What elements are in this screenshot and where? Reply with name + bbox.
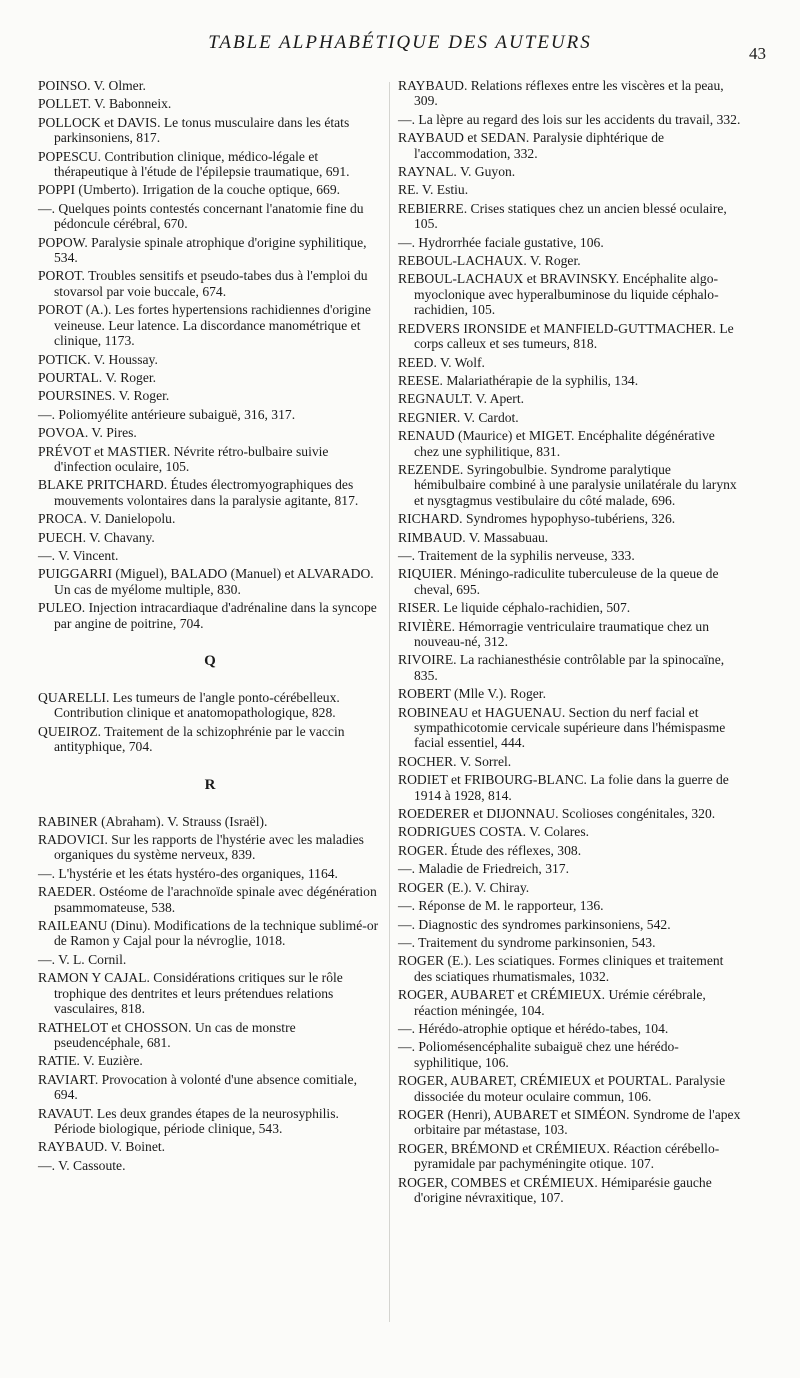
index-entry-text: —. V. Vincent. [38, 547, 119, 563]
index-entry [398, 271, 743, 317]
index-entry [398, 898, 743, 913]
index-entry [398, 410, 743, 425]
index-entry [398, 112, 743, 127]
index-entry [38, 548, 383, 563]
index-entry [38, 1053, 383, 1068]
index-entry-text: RE. V. Estiu. [398, 182, 469, 198]
page-number: 43 [749, 44, 766, 63]
index-entry-text: RODIET et FRIBOURG-BLANC. La folie dans la guerre de 1914 à 1928, 814. [398, 772, 729, 803]
index-entry [38, 201, 383, 232]
index-entry [38, 918, 383, 949]
index-entry [398, 686, 743, 701]
index-entry-text: POLLET. V. Babonneix. [38, 96, 172, 112]
index-entry [398, 130, 743, 161]
index-entry [398, 772, 743, 803]
index-entry [38, 952, 383, 967]
index-entry [38, 370, 383, 385]
index-entry-text: —. V. Cassoute. [38, 1157, 126, 1173]
index-entry [398, 462, 743, 508]
index-entry-text: POPPI (Umberto). Irrigation de la couche optique, 669. [38, 182, 341, 198]
index-entry-text: —. V. L. Cornil. [38, 951, 127, 967]
entries-right-section [398, 78, 743, 1205]
index-entry-text: RIMBAUD. V. Massabuau. [398, 529, 549, 545]
section-letter-r: R [204, 776, 217, 793]
index-entry-text: QUARELLI. Les tumeurs de l'angle ponto-cérébelleux. Contribution clinique et anatomopathologique, 828. [38, 690, 340, 721]
index-entry [398, 705, 743, 751]
index-entry [398, 235, 743, 250]
index-entry [38, 970, 383, 1016]
column-divider [389, 82, 390, 1322]
index-entry [398, 182, 743, 197]
index-entry [398, 391, 743, 406]
index-entry-text: POROT. Troubles sensitifs et pseudo-tabes dus à l'emploi du stovarsol par voie buccale, 674. [38, 268, 368, 299]
index-entry [398, 600, 743, 615]
index-entry-text: RIVIÈRE. Hémorragie ventriculaire traumatique chez un nouveau-né, 312. [398, 618, 710, 649]
index-entry [398, 428, 743, 459]
index-entry [398, 321, 743, 352]
index-entry-text: REBOUL-LACHAUX et BRAVINSKY. Encéphalite algo-myoclonique avec hyperalbuminose du liquide céphalo-rachidien, 105. [398, 271, 719, 318]
index-entry [38, 352, 383, 367]
index-entry-text: —. Quelques points contestés concernant l'anatomie fine du pédoncule cérébral, 670. [38, 200, 364, 232]
index-entry [398, 530, 743, 545]
index-entry-text: —. Traitement de la syphilis nerveuse, 333. [398, 547, 635, 563]
index-entry [398, 78, 743, 109]
running-title: TABLE ALPHABÉTIQUE DES AUTEURS [208, 32, 592, 53]
index-entry [38, 78, 383, 93]
index-entry-text: ROGER, BRÉMOND et CRÉMIEUX. Réaction cérébello-pyramidale par pachyméningite otique. 107. [398, 1140, 720, 1172]
index-entry-text: REBOUL-LACHAUX. V. Roger. [398, 253, 581, 269]
index-entry-text: RATIE. V. Euzière. [38, 1053, 143, 1069]
index-entry [38, 444, 383, 475]
index-entry-text: ROGER (E.). V. Chiray. [398, 879, 530, 895]
left-column [38, 78, 383, 1176]
index-entry [38, 1158, 383, 1173]
entries-r-section [38, 814, 383, 1174]
index-entry-text: REDVERS IRONSIDE et MANFIELD-GUTTMACHER. Le corps calleux et ses tumeurs, 818. [398, 320, 734, 352]
entries-p-section [38, 78, 383, 631]
index-entry [38, 1020, 383, 1051]
index-entry [398, 566, 743, 597]
entries-q-section [38, 690, 383, 755]
index-entry-text: —. Poliomésencéphalite subaiguë chez une hérédo-syphilitique, 106. [398, 1039, 679, 1070]
index-entry [38, 407, 383, 422]
index-entry-text: POINSO. V. Olmer. [38, 78, 146, 93]
index-entry [38, 115, 383, 146]
index-entry-text: —. La lèpre au regard des lois sur les accidents du travail, 332. [398, 111, 741, 127]
index-entry [38, 96, 383, 111]
index-entry-text: ROGER. Étude des réflexes, 308. [398, 842, 582, 858]
index-entry [38, 600, 383, 631]
index-entry [38, 832, 383, 863]
index-entry-text: ROGER (Henri), AUBARET et SIMÉON. Syndrome de l'apex orbitaire par métastase, 103. [398, 1106, 741, 1138]
index-entry [398, 1107, 743, 1138]
index-entry-text: —. Traitement du syndrome parkinsonien, 543. [398, 934, 656, 950]
index-entry [38, 1106, 383, 1137]
index-entry-text: PULEO. Injection intracardiaque d'adrénaline dans la syncope par angine de poitrine, 704. [38, 600, 377, 631]
index-entry [38, 477, 383, 508]
index-entry-text: REESE. Malariathérapie de la syphilis, 134. [398, 372, 639, 388]
index-entry-text: ROGER, COMBES et CRÉMIEUX. Hémiparésie gauche d'origine névraxitique, 107. [398, 1174, 712, 1205]
index-entry [398, 806, 743, 821]
index-entry [398, 880, 743, 895]
index-entry-text: PUECH. V. Chavany. [38, 529, 155, 545]
index-entry [398, 987, 743, 1018]
index-entry-text: ROCHER. V. Sorrel. [398, 753, 512, 769]
index-entry [398, 917, 743, 932]
index-entry [398, 355, 743, 370]
index-entry-text: —. L'hystérie et les états hystéro-des organiques, 1164. [38, 865, 338, 881]
index-entry [38, 866, 383, 881]
index-entry [38, 814, 383, 829]
index-entry-text: ROGER, AUBARET et CRÉMIEUX. Urémie cérébrale, réaction méningée, 104. [398, 987, 706, 1018]
index-entry [38, 530, 383, 545]
index-entry-text: REZENDE. Syringobulbie. Syndrome paralytique hémibulbaire combiné à une paralysie unilatérale du larynx et nysgtagmus vestibulaire du côté malade, 696. [398, 461, 737, 508]
index-entry [38, 302, 383, 348]
index-entry-text: POURTAL. V. Roger. [38, 369, 157, 385]
index-entry [398, 1039, 743, 1070]
index-entry [38, 149, 383, 180]
index-entry-text: —. Diagnostic des syndromes parkinsoniens, 542. [398, 916, 671, 932]
right-column [398, 78, 743, 1208]
index-entry [398, 754, 743, 769]
index-entry [398, 1141, 743, 1172]
index-entry-text: RENAUD (Maurice) et MIGET. Encéphalite dégénérative chez une syphilitique, 831. [398, 428, 715, 459]
index-entry [38, 884, 383, 915]
index-entry [398, 373, 743, 388]
index-entry-text: RODRIGUES COSTA. V. Colares. [398, 824, 590, 840]
index-entry-text: ROGER, AUBARET, CRÉMIEUX et POURTAL. Paralysie dissociée du moteur oculaire commun, 106. [398, 1073, 726, 1104]
index-entry-text: PROCA. V. Danielopolu. [38, 511, 176, 527]
index-entry-text: PUIGGARRI (Miguel), BALADO (Manuel) et ALVARADO. Un cas de myélome multiple, 830. [38, 566, 374, 597]
index-entry [38, 566, 383, 597]
index-entry-text: RAVIART. Provocation à volonté d'une absence comitiale, 694. [38, 1071, 357, 1103]
index-entry-text: RAILEANU (Dinu). Modifications de la technique sublimé-or de Ramon y Cajal pour la névroglie, 1018. [38, 918, 379, 949]
index-entry [398, 861, 743, 876]
index-entry-text: RAMON Y CAJAL. Considérations critiques sur le rôle trophique des dentrites et leurs prétendues relations vasculaires, 818. [38, 970, 343, 1017]
index-entry-text: BLAKE PRITCHARD. Études électromyographiques des mouvements volontaires dans la paralysie agitante, 817. [38, 477, 359, 508]
index-entry-text: POLLOCK et DAVIS. Le tonus musculaire dans les états parkinsoniens, 817. [38, 114, 350, 146]
index-entry-text: ROBERT (Mlle V.). Roger. [398, 686, 546, 702]
index-entry-text: REGNAULT. V. Apert. [398, 391, 524, 407]
index-entry [398, 1021, 743, 1036]
index-entry-text: RISER. Le liquide céphalo-rachidien, 507. [398, 600, 631, 616]
index-entry [38, 690, 383, 721]
index-entry-text: POPESCU. Contribution clinique, médico-légale et thérapeutique à l'étude de l'épilepsie traumatique, 691. [38, 148, 350, 180]
index-entry-text: RAVAUT. Les deux grandes étapes de la neurosyphilis. Période biologique, période clinique, 543. [38, 1105, 339, 1136]
index-entry-text: REED. V. Wolf. [398, 354, 485, 370]
index-entry-text: POROT (A.). Les fortes hypertensions rachidiennes d'origine veineuse. Leur latence. La discordance manométrique et clinique, 1173. [38, 302, 371, 349]
index-entry [38, 724, 383, 755]
index-entry [38, 425, 383, 440]
index-entry-text: RABINER (Abraham). V. Strauss (Israël). [38, 813, 268, 829]
index-entry [398, 652, 743, 683]
index-entry [38, 182, 383, 197]
index-entry-text: QUEIROZ. Traitement de la schizophrénie par le vaccin antityphique, 704. [38, 723, 345, 755]
index-entry-text: POTICK. V. Houssay. [38, 351, 158, 367]
index-entry [38, 268, 383, 299]
index-entry-text: RIQUIER. Méningo-radiculite tuberculeuse de la queue de cheval, 695. [398, 566, 719, 597]
index-entry-text: POURSINES. V. Roger. [38, 388, 170, 404]
index-entry-text: —. Hydrorrhée faciale gustative, 106. [398, 234, 604, 250]
index-entry [398, 935, 743, 950]
index-entry [38, 1139, 383, 1154]
index-entry [38, 388, 383, 403]
index-entry-text: PRÉVOT et MASTIER. Névrite rétro-bulbaire suivie d'infection oculaire, 105. [38, 443, 329, 474]
index-entry-text: —. Hérédo-atrophie optique et hérédo-tabes, 104. [398, 1020, 669, 1036]
index-entry-text: RAYBAUD. V. Boinet. [38, 1139, 166, 1155]
index-entry-text: RATHELOT et CHOSSON. Un cas de monstre pseudencéphale, 681. [38, 1019, 296, 1050]
index-entry [38, 511, 383, 526]
index-entry [398, 824, 743, 839]
index-entry [398, 1175, 743, 1206]
index-entry-text: ROBINEAU et HAGUENAU. Section du nerf facial et sympathicotomie cervicale supérieure dans l'hémispasme facial essentiel, 444. [398, 704, 726, 751]
page-header [0, 28, 800, 68]
index-entry-text: —. Maladie de Friedreich, 317. [398, 861, 570, 877]
index-entry-text: RAEDER. Ostéome de l'arachnoïde spinale avec dégénération psammomateuse, 538. [38, 884, 377, 915]
index-entry [398, 548, 743, 563]
index-entry [398, 1073, 743, 1104]
index-entry [38, 235, 383, 266]
index-entry [398, 164, 743, 179]
index-entry-text: —. Poliomyélite antérieure subaiguë, 316, 317. [38, 406, 296, 422]
index-entry-text: ROEDERER et DIJONNAU. Scolioses congénitales, 320. [398, 806, 716, 822]
index-entry-text: —. Réponse de M. le rapporteur, 136. [398, 898, 604, 914]
index-entry-text: POPOW. Paralysie spinale atrophique d'origine syphilitique, 534. [38, 234, 367, 266]
index-entry-text: RAYBAUD. Relations réflexes entre les viscères et la peau, 309. [398, 78, 724, 109]
index-entry [398, 253, 743, 268]
index-entry-text: RADOVICI. Sur les rapports de l'hystérie avec les maladies organiques du système nerveux, 839. [38, 832, 364, 863]
index-entry [38, 1072, 383, 1103]
index-entry-text: POVOA. V. Pires. [38, 425, 137, 441]
index-entry [398, 843, 743, 858]
index-entry-text: ROGER (E.). Les sciatiques. Formes cliniques et traitement des sciatiques rhumatismales, 1032. [398, 953, 724, 984]
index-entry-text: RICHARD. Syndromes hypophyso-tubériens, 326. [398, 511, 676, 527]
index-entry-text: RAYNAL. V. Guyon. [398, 164, 516, 180]
section-letter-q: Q [204, 653, 217, 669]
index-entry-text: REGNIER. V. Cardot. [398, 409, 519, 425]
index-entry [398, 953, 743, 984]
index-entry-text: RAYBAUD et SEDAN. Paralysie diphtérique de l'accommodation, 332. [398, 130, 665, 161]
index-entry [398, 619, 743, 650]
index-entry [398, 201, 743, 232]
index-entry-text: REBIERRE. Crises statiques chez un ancien blessé oculaire, 105. [398, 200, 727, 232]
index-entry [398, 511, 743, 526]
index-entry-text: RIVOIRE. La rachianesthésie contrôlable par la spinocaïne, 835. [398, 652, 725, 683]
